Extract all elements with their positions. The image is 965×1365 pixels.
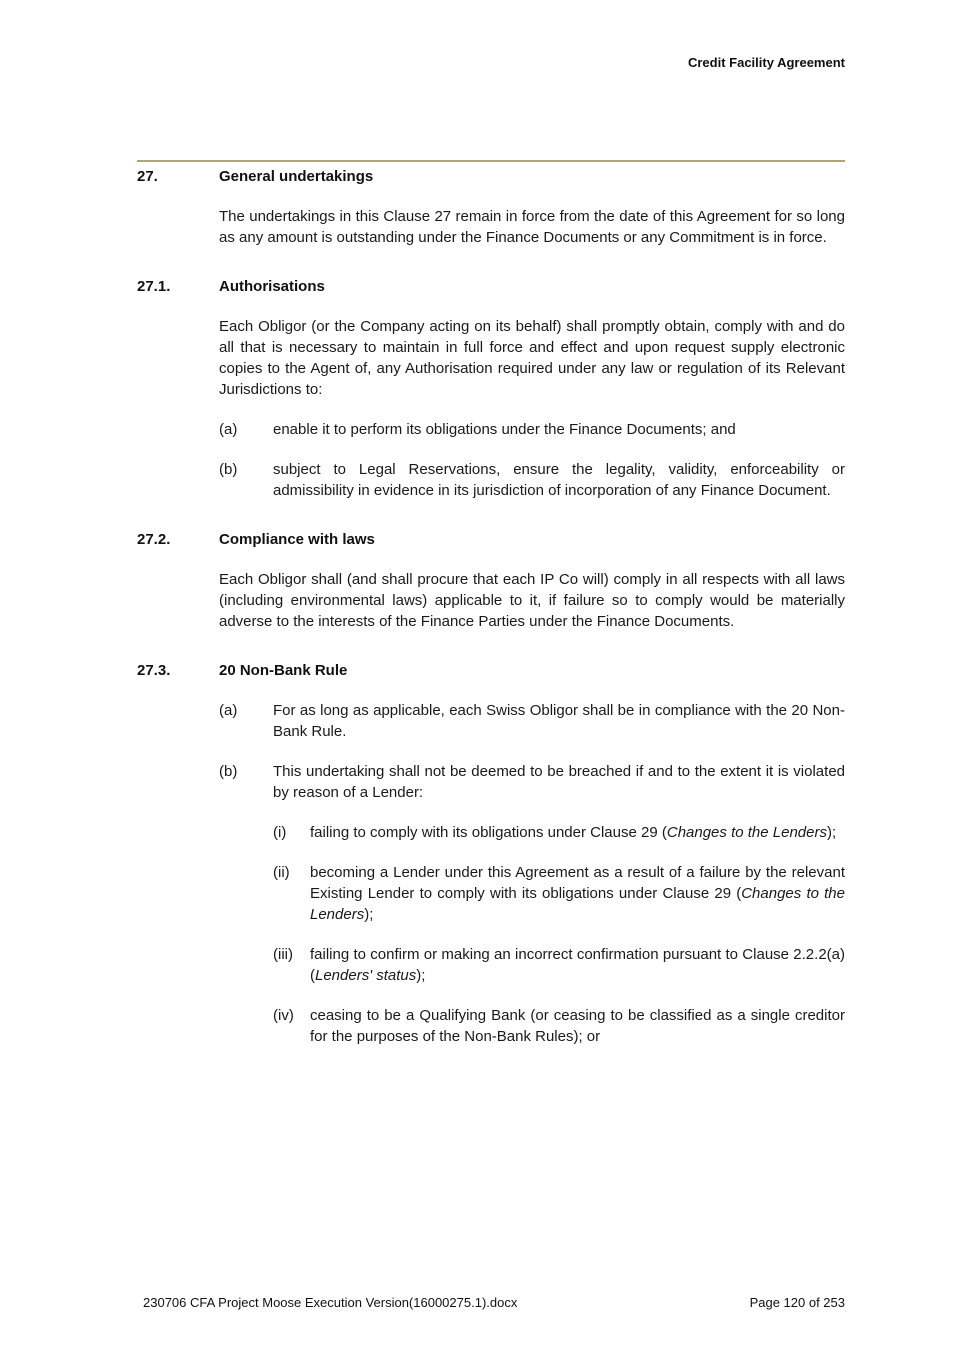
list-marker: (a) [219,702,238,719]
section-heading-27-1 [137,276,845,297]
footer-page-number: Page 120 of 253 [749,1295,845,1310]
text-segment: ); [364,906,374,923]
section-number: 27.3. [137,662,171,679]
italic-text-segment: Lenders' status [315,967,417,984]
list-item-text: enable it to perform its obligations under the Finance Documents; and [273,421,736,438]
sub-list-item [273,944,845,986]
list-item-text [310,862,845,925]
list-item [219,761,845,803]
list-item-text: This undertaking shall not be deemed to be breached if and to the extent it is violated by reason of a Lender: [273,763,845,801]
section-title: General undertakings [219,168,374,185]
section-number: 27.1. [137,278,171,295]
sub-list-item [273,1005,845,1047]
list-item-text: subject to Legal Reservations, ensure the legality, validity, enforceability or admissibility in evidence in its jurisdiction of incorporation of any Finance Document. [273,461,845,499]
document-body [137,0,845,1047]
text-segment: ceasing to be a Qualifying Bank (or ceasing to be classified as a single creditor for the purposes of the Non-Bank Rules); or [310,1007,845,1045]
sub-list-item [273,822,845,843]
italic-text-segment: Changes to the Lenders [310,885,845,923]
list-item-text [310,822,845,843]
paragraph: The undertakings in this Clause 27 remain in force from the date of this Agreement for so long as any amount is outstanding under the Finance Documents or any Commitment is in force. [219,208,845,246]
list-item [219,419,845,440]
text-segment: ); [416,967,426,984]
section-title: Authorisations [219,278,325,295]
text-segment: failing to confirm or making an incorrect confirmation pursuant to Clause 2.2.2(a) ( [310,946,845,984]
list-marker: (ii) [273,864,290,881]
italic-text-segment: Changes to the Lenders [666,824,827,841]
list-marker: (b) [219,763,238,780]
paragraph: Each Obligor (or the Company acting on its behalf) shall promptly obtain, comply with and do all that is necessary to maintain in full force and effect and upon request supply electronic copies to the Agent of, any Authorisation required under any law or regulation of its Relevant Jurisdictions to: [219,318,845,398]
section-number: 27.2. [137,531,171,548]
section-heading-27 [137,166,845,187]
text-segment: failing to comply with its obligations under Clause 29 ( [310,824,667,841]
list-marker: (iii) [273,946,293,963]
header-title: Credit Facility Agreement [687,55,845,70]
list-item [219,459,845,501]
list-item [219,700,845,742]
list-item-text [310,944,845,986]
list-marker: (a) [219,421,238,438]
text-segment: becoming a Lender under this Agreement as a result of a failure by the relevant Existing Lender to comply with its obligations under Clause 29 ( [310,864,845,902]
section-number: 27. [137,168,158,185]
paragraph: Each Obligor shall (and shall procure that each IP Co will) comply in all respects with all laws (including environmental laws) applicable to it, if failure so to comply would be materially adverse to the interests of the Finance Parties under the Finance Documents. [219,571,845,630]
text-segment: ); [826,824,837,841]
list-marker: (iv) [273,1007,294,1024]
section-divider-line [137,160,845,162]
list-marker: (b) [219,461,238,478]
footer-filename: 230706 CFA Project Moose Execution Version(16000275.1).docx [143,1295,518,1310]
list-item-text [310,1005,845,1047]
section-title: Compliance with laws [219,531,375,548]
section-heading-27-2 [137,529,845,550]
section-title: 20 Non-Bank Rule [219,662,348,679]
list-item-text: For as long as applicable, each Swiss Obligor shall be in compliance with the 20 Non-Bank Rule. [273,702,845,740]
section-heading-27-3 [137,660,845,681]
list-marker: (i) [273,824,287,841]
sub-list-item [273,862,845,925]
page-footer [143,1295,845,1310]
